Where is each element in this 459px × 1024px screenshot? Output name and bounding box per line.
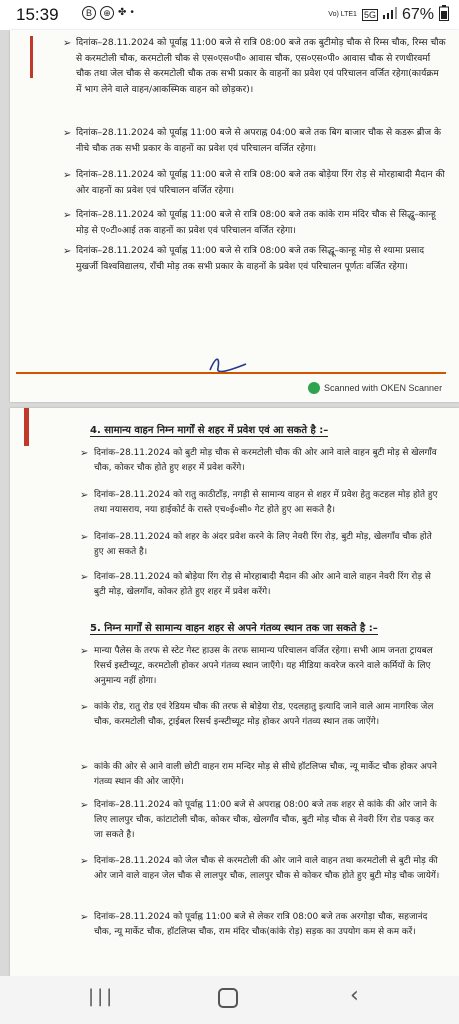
navigation-bar bbox=[0, 976, 459, 1024]
recent-apps-button[interactable]: ||| bbox=[88, 986, 116, 1007]
battery-level: 67% bbox=[401, 5, 434, 23]
list-item: ➢ दिनांक–28.11.2024 को पूर्वाह्न 11:00 बजे से रात्रि 08:00 बजे तक बोड़ेया रिंग रोड़ से मोरहाबादी मैदान की ओर वाहनों का प्रवेश एवं परिचालन वर्जित रहेगा। bbox=[63, 170, 445, 196]
list-item: ➢ कांके की ओर से आने वाली छोटी वाहन राम मन्दिर मोड़ से सीधे हॉटलिप्स चौक, न्यू मार्केट चौक होकर अपने गंतव्य स्थान की ओर जाऐंगे। bbox=[80, 762, 437, 787]
list-item: ➢ मान्या पैलेस के तरफ से स्टेट गेस्ट हाउस के तरफ सामान्य परिचालन वर्जित रहेगा। सभी आम जनता ट्रायबल रिसर्च इस्टीच्यूट, करमटोली होकर अपने गंतव्य स्थान जाएँगे। यह मीडिया कवरेज करने वाले कर्मियों के लिए अनुमान्य नहीं होगा। bbox=[80, 646, 433, 686]
arrow-icon: ➢ bbox=[80, 572, 89, 583]
signature-icon bbox=[206, 352, 250, 378]
arrow-icon: ➢ bbox=[63, 170, 72, 181]
document-page-2 bbox=[10, 408, 459, 976]
margin-line bbox=[24, 408, 29, 446]
battery-icon bbox=[439, 5, 449, 24]
arrow-icon: ➢ bbox=[63, 128, 72, 139]
notification-pinwheel-icon: ✤ bbox=[118, 7, 127, 18]
arrow-icon: ➢ bbox=[63, 38, 72, 49]
list-item: ➢ दिनांक–28.11.2024 को पूर्वाह्न 11:00 बजे से अपराह्न 08:00 बजे तक शहर से कांके की ओर जाने के लिए लालपुर चौक, कांटाटोली चौक, कोकर चौक, खेलगाँव चौक, बुटी मोड़ चौक से नेवरी रिंग रोड पकड़ कर जा सकते है। bbox=[80, 800, 437, 840]
home-button[interactable] bbox=[218, 988, 238, 1008]
back-button[interactable]: ‹ bbox=[350, 983, 359, 1008]
list-item: ➢ दिनांक–28.11.2024 को बोड़ेया रिंग रोड़ से मोरहाबादी मैदान की ओर आने वाले वाहन नेवरी रिंग रोड़ से बुटी मोड़, खेलगाँव, कोकर होते हुए शहर में प्रवेश करेंगे। bbox=[80, 572, 431, 597]
arrow-icon: ➢ bbox=[80, 856, 89, 867]
arrow-icon: ➢ bbox=[80, 912, 89, 923]
notification-b-icon: B bbox=[82, 6, 96, 20]
list-item: ➢ दिनांक–28.11.2024 को पूर्वाह्न 11:00 बजे से रात्रि 08:00 बजे तक कांके राम मंदिर चौक से सिद्धु–कान्हू मोड़ से ए०टी०आई तक वाहनों का प्रवेश एवं परिचालन वर्जित रहेगा। bbox=[63, 210, 436, 236]
arrow-icon: ➢ bbox=[80, 448, 89, 459]
document-page-1 bbox=[10, 30, 459, 402]
margin-line bbox=[30, 36, 39, 78]
arrow-icon: ➢ bbox=[80, 762, 89, 773]
arrow-icon: ➢ bbox=[80, 800, 89, 811]
network-type: 5G bbox=[363, 9, 376, 20]
arrow-icon: ➢ bbox=[80, 490, 89, 501]
list-item: ➢ दिनांक–28.11.2024 को पूर्वाह्न 11:00 बजे से अपराह्न 04:00 बजे तक बिग बाजार चौक से कडरू ब्रीज के नीचे चौक तक सभी प्रकार के वाहनों का प्रवेश एवं परिचालन वर्जित रहेगा। bbox=[63, 128, 441, 154]
list-item: ➢ दिनांक–28.11.2024 को बुटी मोड़ चौक से करमटोली चौक की ओर आने वाले वाहन बुटी मोड़ से खेलगाँव चौक, कोकर चौक होते हुए शहर में प्रवेश करेंगे। bbox=[80, 448, 437, 473]
scanner-watermark: Scanned with OKEN Scanner bbox=[308, 382, 442, 394]
list-item: ➢ दिनांक–28.11.2024 को पूर्वाह्न 11:00 बजे से रात्रि 08:00 बजे तक सिद्धू–कान्हू मोड़ से श्यामा प्रसाद मुखर्जी विश्वविद्यालय, राँची मोड़ तक सभी प्रकार के वाहनों के प्रवेश एवं परिचालन पूर्णतः वर्जित रहेगा। bbox=[63, 246, 425, 272]
status-bar bbox=[0, 0, 459, 30]
status-time: 15:39 bbox=[16, 5, 59, 24]
notification-globe-icon: ⊕ bbox=[100, 6, 114, 20]
page-divider bbox=[16, 372, 446, 374]
list-item: ➢ दिनांक–28.11.2024 को पूर्वाह्न 11:00 बजे से रात्रि 08:00 बजे तक बुटीमोड़ चौक से रिम्स चौक, रिम्स चौक से करमटोली चौक, करमटोली चौक से एस०एस०पी० आवास चौक, एस०एस०पी० आवास चौक से रणधीरवर्मा चौक तथा जेल चौक से करमटोली चौक तक सभी प्रकार के वाहनों का प्रवेश एवं परिचालन वर्जित रहेगा(कार्यक्रम में भाग लेने वाले वाहन/आकस्मिक वाहन को छोड़कर)। bbox=[63, 38, 446, 95]
system-icons bbox=[328, 5, 449, 24]
signal-icon bbox=[383, 7, 397, 22]
notification-icons bbox=[82, 6, 134, 20]
section-heading-5: 5. निम्न मार्गों से सामान्य वाहन शहर से अपने गंतव्य स्थान तक जा सकते है :– bbox=[90, 620, 378, 635]
list-item: ➢ दिनांक–28.11.2024 को जेल चौक से करमटोली की ओर जाने वाले वाहन तथा करमटोली से बुटी मोड़ की ओर जाने वाले वाहन जेल चौक से लालपुर चौक, लालपुर चौक से कोकर चौक होते हुए बुटी मोड़ चौक जायेगें। bbox=[80, 856, 440, 881]
arrow-icon: ➢ bbox=[80, 646, 89, 657]
volte-label: Vo) LTE1 bbox=[328, 11, 357, 18]
notification-dot-icon: • bbox=[130, 7, 134, 18]
list-item: ➢ दिनांक–28.11.2024 को रातु काठीटाँड़, नगड़ी से सामान्य वाहन से शहर में प्रवेश हेतु कटहल मोड़ होते हुए तथा नयासराय, नया हाईकोर्ट के रास्ते एच०ई०सी० गेट होते हुए आ सकते है। bbox=[80, 490, 438, 515]
list-item: ➢ दिनांक–28.11.2024 को पूर्वाह्न 11:00 बजे से लेकर रात्रि 08:00 बजे तक अरगोड़ा चौक, सहजानंद चौक, न्यू मार्केट चौक, हॉटलिप्स चौक, राम मंदिर चौक(कांके रोड़) सड़क का उपयोग कम से कम करें। bbox=[80, 912, 428, 937]
arrow-icon: ➢ bbox=[80, 532, 89, 543]
arrow-icon: ➢ bbox=[63, 210, 72, 221]
list-item: ➢ दिनांक–28.11.2024 को शहर के अंदर प्रवेश करने के लिए नेवरी रिंग रोड़, बुटी मोड़, खेलगाँव चौक होते हुए आ सकते है। bbox=[80, 532, 432, 557]
scanner-logo-icon bbox=[308, 382, 320, 394]
list-item: ➢ कांके रोड, रातु रोड एवं रेडियम चौक की तरफ से बोड़ेया रोड, एदलहातु इत्यादि जाने वाले आम नागरिक जेल चौक, करमटोली चौक, ट्राईबल रिसर्च इन्स्टीच्यूट मोड़ होकर अपने गंतव्य स्थान तक जाऐंगे। bbox=[80, 702, 434, 727]
section-heading-4: 4. सामान्य वाहन निम्न मार्गों से शहर में प्रवेश एवं आ सकते है :– bbox=[90, 422, 328, 437]
arrow-icon: ➢ bbox=[63, 246, 72, 257]
arrow-icon: ➢ bbox=[80, 702, 89, 713]
